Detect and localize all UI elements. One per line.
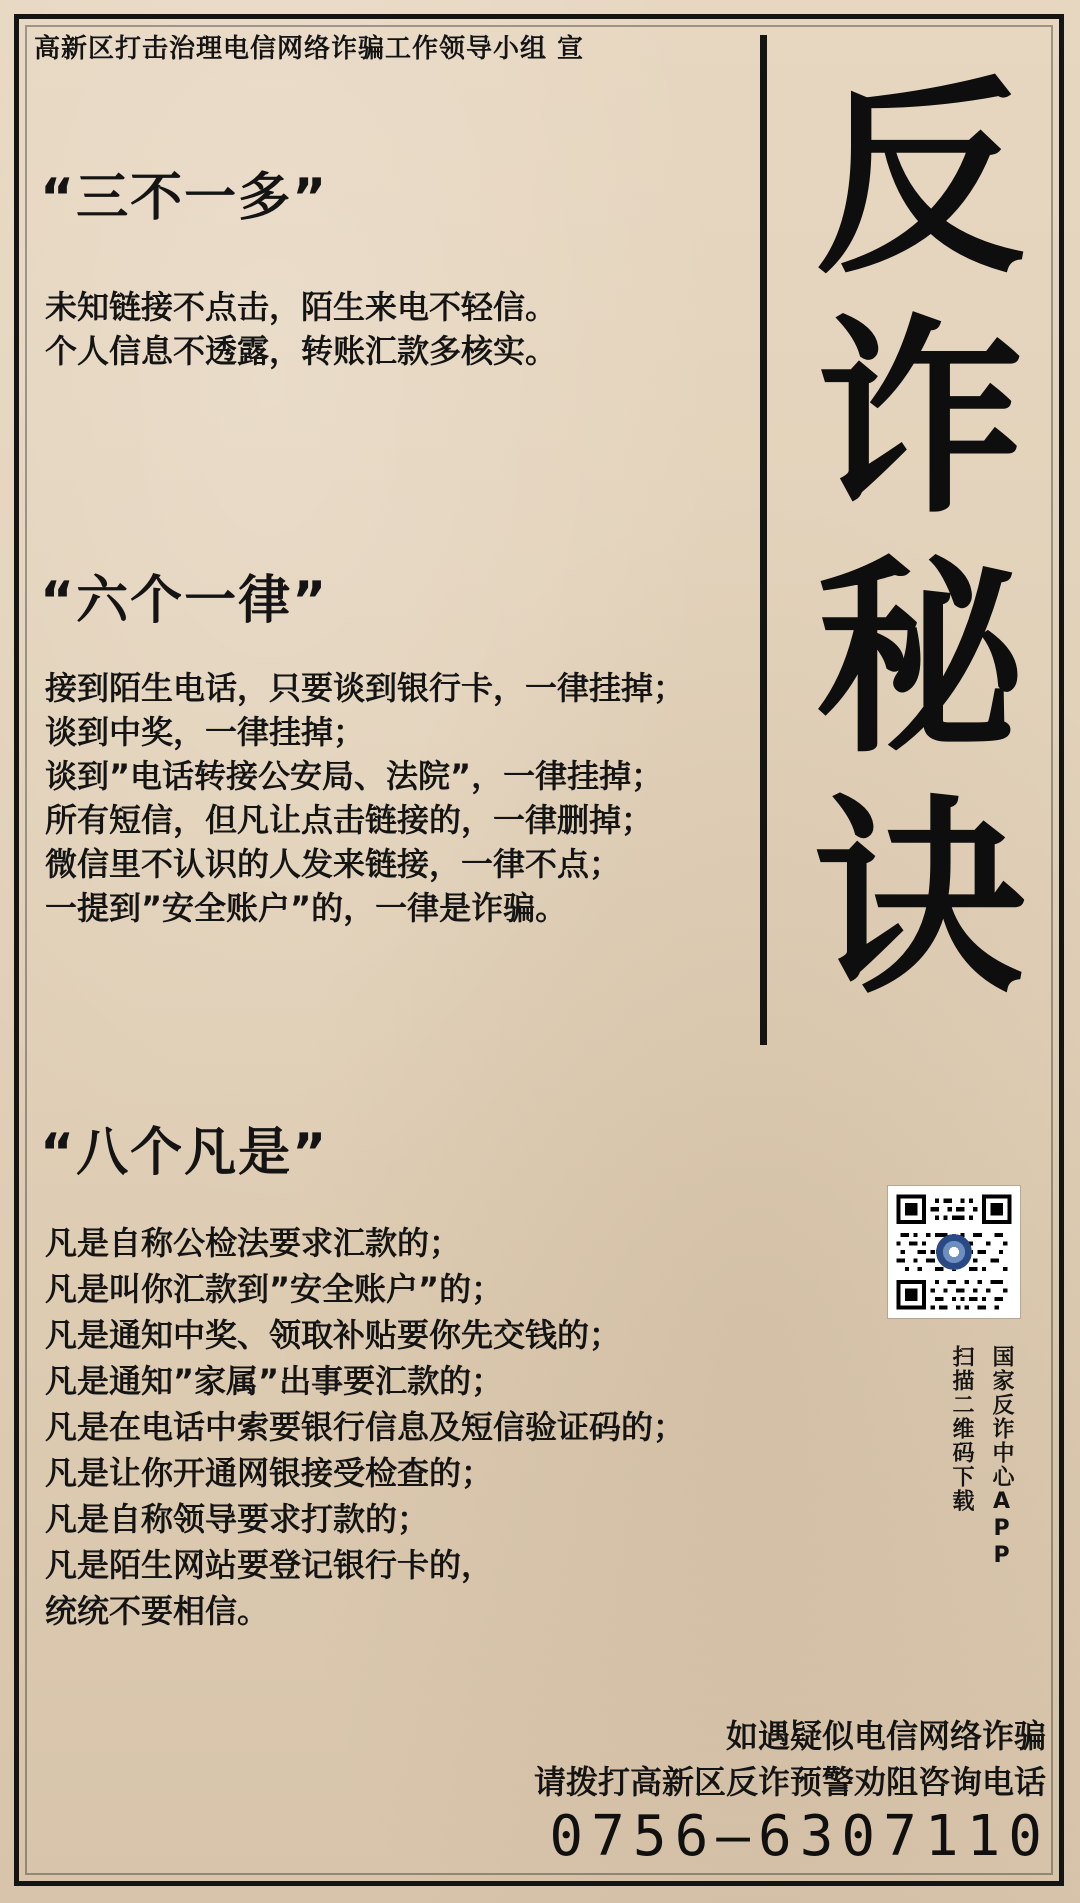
poster-header: 高新区打击治理电信网络诈骗工作领导小组 宣 (34, 34, 585, 64)
qr-code-card[interactable] (888, 1186, 1020, 1318)
rule-line: 所有短信，但凡让点击链接的，一律删掉； (45, 801, 654, 839)
section-title-san-bu-yi-duo: “三不一多” (40, 168, 329, 228)
section-title-ba-ge-fan-shi: “八个凡是” (40, 1123, 329, 1183)
rule-line: 凡是陌生网站要登记银行卡的， (45, 1546, 494, 1584)
vertical-title (785, 57, 1055, 1022)
qr-code-icon (892, 1190, 1016, 1314)
footer-line-2: 请拨打高新区反诈预警劝阻咨询电话 (533, 1763, 1046, 1801)
vertical-divider (760, 35, 767, 1045)
rule-line: 凡是自称领导要求打款的； (45, 1500, 430, 1538)
rule-line: 未知链接不点击，陌生来电不轻信。 (45, 288, 558, 326)
rule-line: 凡是在电话中索要银行信息及短信验证码的； (45, 1408, 686, 1446)
footer-line-1: 如遇疑似电信网络诈骗 (725, 1717, 1046, 1755)
hotline-number[interactable]: 0756—6307110 (549, 1804, 1050, 1869)
rule-line: 个人信息不透露，转账汇款多核实。 (45, 332, 558, 370)
rule-line: 一提到”安全账户”的，一律是诈骗。 (45, 889, 568, 927)
section-body-ba-ge-fan-shi (45, 1220, 745, 1634)
rule-line: 凡是让你开通网银接受检查的； (45, 1454, 494, 1492)
rule-line: 微信里不认识的人发来链接，一律不点； (45, 845, 622, 883)
qr-caption-scan: 扫描二维码下载 (949, 1345, 974, 1513)
title-char: 诈 (814, 297, 1025, 542)
section-body-liu-ge-yi-lv (45, 666, 745, 930)
title-char: 诀 (814, 777, 1025, 1022)
qr-caption-app: 国家反诈中心APP (989, 1345, 1014, 1570)
section-title-liu-ge-yi-lv: “六个一律” (40, 571, 329, 631)
rule-line: 统统不要相信。 (45, 1592, 270, 1630)
rule-line: 谈到”电话转接公安局、法院”，一律挂掉； (45, 757, 664, 795)
rule-line: 谈到中奖，一律挂掉； (45, 713, 366, 751)
rule-line: 凡是叫你汇款到”安全账户”的； (45, 1270, 504, 1308)
rule-line: 接到陌生电话，只要谈到银行卡，一律挂掉； (45, 669, 686, 707)
rule-line: 凡是通知中奖、领取补贴要你先交钱的； (45, 1316, 622, 1354)
title-char: 反 (814, 57, 1025, 302)
rule-line: 凡是通知”家属”出事要汇款的； (45, 1362, 504, 1400)
rule-line: 凡是自称公检法要求汇款的； (45, 1224, 462, 1262)
title-char: 秘 (814, 537, 1025, 782)
section-body-san-bu-yi-duo (45, 285, 745, 373)
